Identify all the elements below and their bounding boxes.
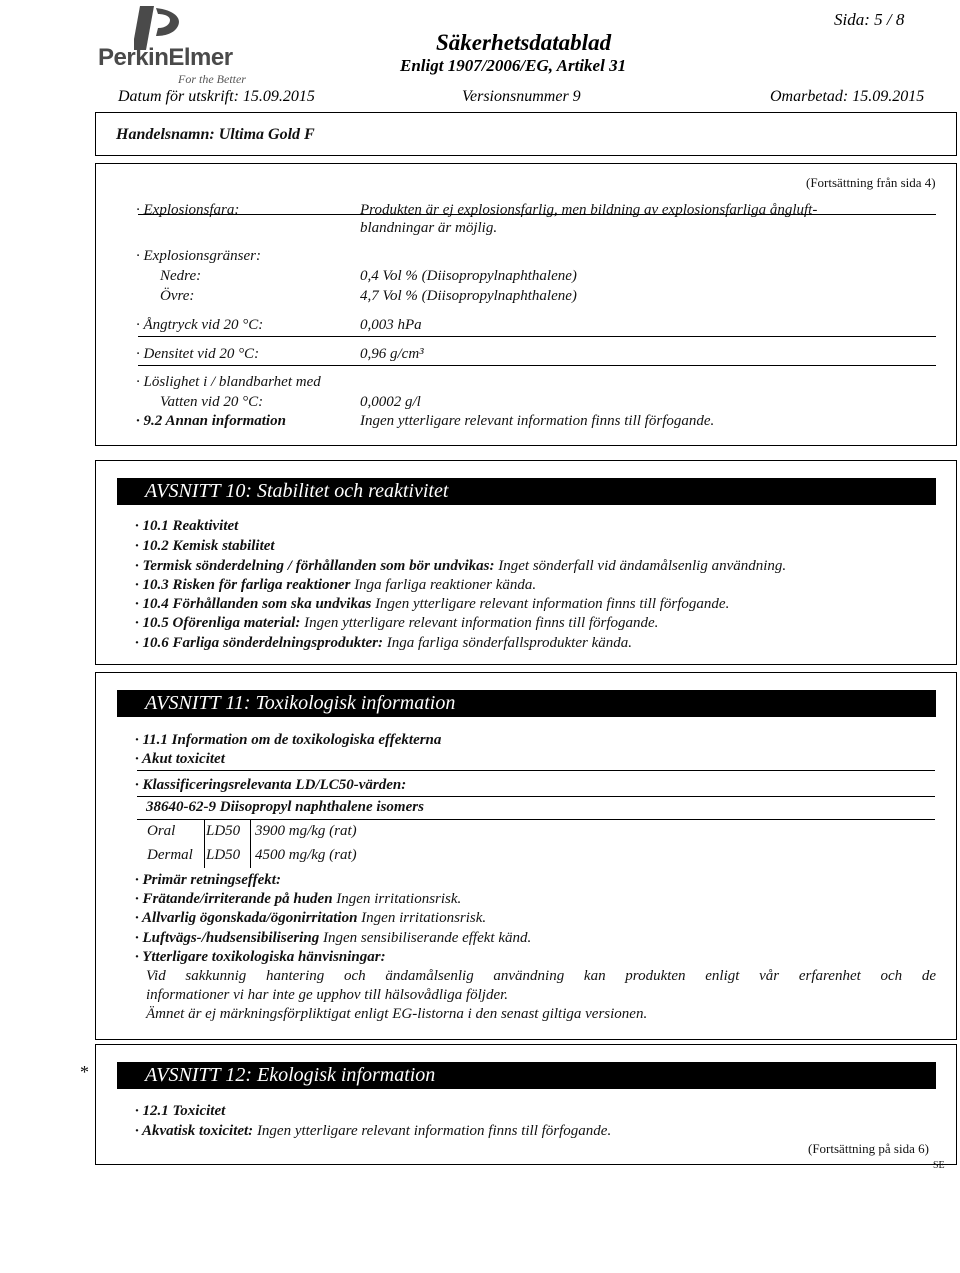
thermal-decomposition-value: Inget sönderfall vid ändamålsenlig användning.	[498, 558, 787, 574]
other-information-value: Ingen ytterligare relevant information finns till förfogande.	[360, 413, 715, 429]
conditions-to-avoid-label: · 10.4 Förhållanden som ska undvikas	[135, 596, 372, 612]
sensitisation-label: · Luftvägs-/hudsensibilisering	[135, 930, 320, 946]
divider	[137, 770, 935, 771]
skin-corrosion-value: Ingen irritationsrisk.	[336, 891, 462, 907]
substance-name: 38640-62-9 Diisopropyl naphthalene isomers	[146, 799, 424, 815]
logo-wordmark: PerkinElmer	[98, 44, 233, 71]
ld-lc50-label: · Klassificeringsrelevanta LD/LC50-värden:	[135, 777, 407, 793]
section-11-heading: AVSNITT 11: Toxikologisk information	[117, 690, 936, 717]
chemical-stability-heading: · 10.2 Kemisk stabilitet	[135, 538, 275, 554]
upper-limit-value: 4,7 Vol % (Diisopropylnaphthalene)	[360, 288, 577, 304]
explosion-hazard-value-1: Produkten är ej explosionsfarlig, men bildning av explosionsfarliga ångluft-	[360, 202, 818, 218]
primary-irritation-label: · Primär retningseffekt:	[135, 872, 281, 888]
explosion-hazard-label: · Explosionsfara:	[136, 202, 240, 218]
vapour-pressure-label: · Ångtryck vid 20 °C:	[136, 317, 264, 333]
hazardous-reactions-label: · 10.3 Risken för farliga reaktioner	[135, 577, 351, 593]
table-column-divider	[204, 820, 205, 868]
section-10-heading: AVSNITT 10: Stabilitet och reaktivitet	[117, 478, 936, 505]
type-dermal: LD50	[206, 847, 241, 863]
water-solubility-value: 0,0002 g/l	[360, 394, 421, 410]
hazardous-reactions-value: Inga farliga reaktioner kända.	[354, 577, 537, 593]
continued-from: (Fortsättning från sida 4)	[806, 175, 936, 190]
density-value: 0,96 g/cm³	[360, 346, 424, 362]
route-oral: Oral	[147, 823, 176, 839]
acute-toxicity-heading: · Akut toxicitet	[135, 751, 225, 767]
document-title: Säkerhetsdatablad	[436, 30, 612, 55]
divider	[138, 214, 936, 215]
table-column-divider	[250, 820, 251, 868]
section-12-heading: AVSNITT 12: Ekologisk information	[117, 1062, 936, 1089]
aquatic-toxicity-label: · Akvatisk toxicitet:	[135, 1123, 254, 1139]
sensitisation-value: Ingen sensibiliserande effekt känd.	[322, 930, 532, 946]
lower-limit-label: Nedre:	[160, 268, 202, 284]
eye-damage-label: · Allvarlig ögonskada/ögonirritation	[135, 910, 358, 926]
toxicity-table	[137, 820, 557, 868]
continued-on: (Fortsättning på sida 6)	[808, 1141, 929, 1156]
other-information-label: · 9.2 Annan information	[136, 413, 286, 429]
skin-corrosion-label: · Frätande/irriterande på huden	[135, 891, 333, 907]
toxicological-effects-heading: · 11.1 Information om de toxikologiska effekterna	[135, 732, 442, 748]
document-subtitle: Enligt 1907/2006/EG, Artikel 31	[400, 56, 627, 75]
toxicity-heading: · 12.1 Toxicitet	[135, 1103, 226, 1119]
aquatic-toxicity-value: Ingen ytterligare relevant information finns till förfogande.	[256, 1123, 612, 1139]
additional-toxicological-text-2: informationer vi har inte ge upphov till hälsovådliga följder.	[146, 987, 509, 1003]
decomposition-products-value: Inga farliga sönderfallsprodukter kända.	[386, 635, 632, 651]
conditions-to-avoid-value: Ingen ytterligare relevant information finns till förfogande.	[375, 596, 730, 612]
additional-toxicological-label: · Ytterligare toxikologiska hänvisningar:	[135, 949, 386, 965]
explosion-limits-label: · Explosionsgränser:	[136, 248, 261, 264]
value-oral: 3900 mg/kg (rat)	[255, 823, 357, 839]
lower-limit-value: 0,4 Vol % (Diisopropylnaphthalene)	[360, 268, 577, 284]
incompatible-materials-value: Ingen ytterligare relevant information finns till förfogande.	[304, 615, 659, 631]
reactivity-heading: · 10.1 Reaktivitet	[135, 518, 239, 534]
route-dermal: Dermal	[147, 847, 193, 863]
section-9-box	[95, 163, 957, 446]
type-oral: LD50	[206, 823, 241, 839]
print-date: Datum för utskrift: 15.09.2015	[118, 88, 315, 105]
revised-date: Omarbetad: 15.09.2015	[770, 88, 925, 105]
additional-toxicological-text-3: Ämnet är ej märkningsförpliktigat enligt EG-listorna i den senast giltiga versionen.	[146, 1006, 648, 1022]
upper-limit-label: Övre:	[160, 288, 195, 304]
divider	[138, 365, 936, 366]
divider	[138, 336, 936, 337]
thermal-decomposition-label: · Termisk sönderdelning / förhållanden som bör undvikas:	[135, 558, 495, 574]
vapour-pressure-value: 0,003 hPa	[360, 317, 422, 333]
trade-name: Handelsnamn: Ultima Gold F	[116, 126, 315, 143]
language-code: SE	[933, 1160, 945, 1171]
logo-tagline: For the Better	[178, 72, 246, 86]
incompatible-materials-label: · 10.5 Oförenliga material:	[135, 615, 301, 631]
additional-toxicological-text-1: Vid sakkunnig hantering och ändamålsenlig användning kan produkten enligt vår erfarenhet och de	[146, 968, 936, 984]
perkinelmer-logo	[98, 4, 268, 84]
explosion-hazard-value-2: blandningar är möjlig.	[360, 220, 498, 236]
value-dermal: 4500 mg/kg (rat)	[255, 847, 357, 863]
page-number: Sida: 5 / 8	[834, 10, 905, 29]
solubility-label: · Löslighet i / blandbarhet med	[136, 374, 321, 390]
revision-marker: *	[80, 1062, 89, 1082]
eye-damage-value: Ingen irritationsrisk.	[361, 910, 487, 926]
version-number: Versionsnummer 9	[462, 88, 581, 105]
decomposition-products-label: · 10.6 Farliga sönderdelningsprodukter:	[135, 635, 383, 651]
divider	[137, 796, 935, 797]
density-label: · Densitet vid 20 °C:	[136, 346, 260, 362]
trade-name-box	[95, 112, 957, 156]
water-solubility-label: Vatten vid 20 °C:	[160, 394, 264, 410]
